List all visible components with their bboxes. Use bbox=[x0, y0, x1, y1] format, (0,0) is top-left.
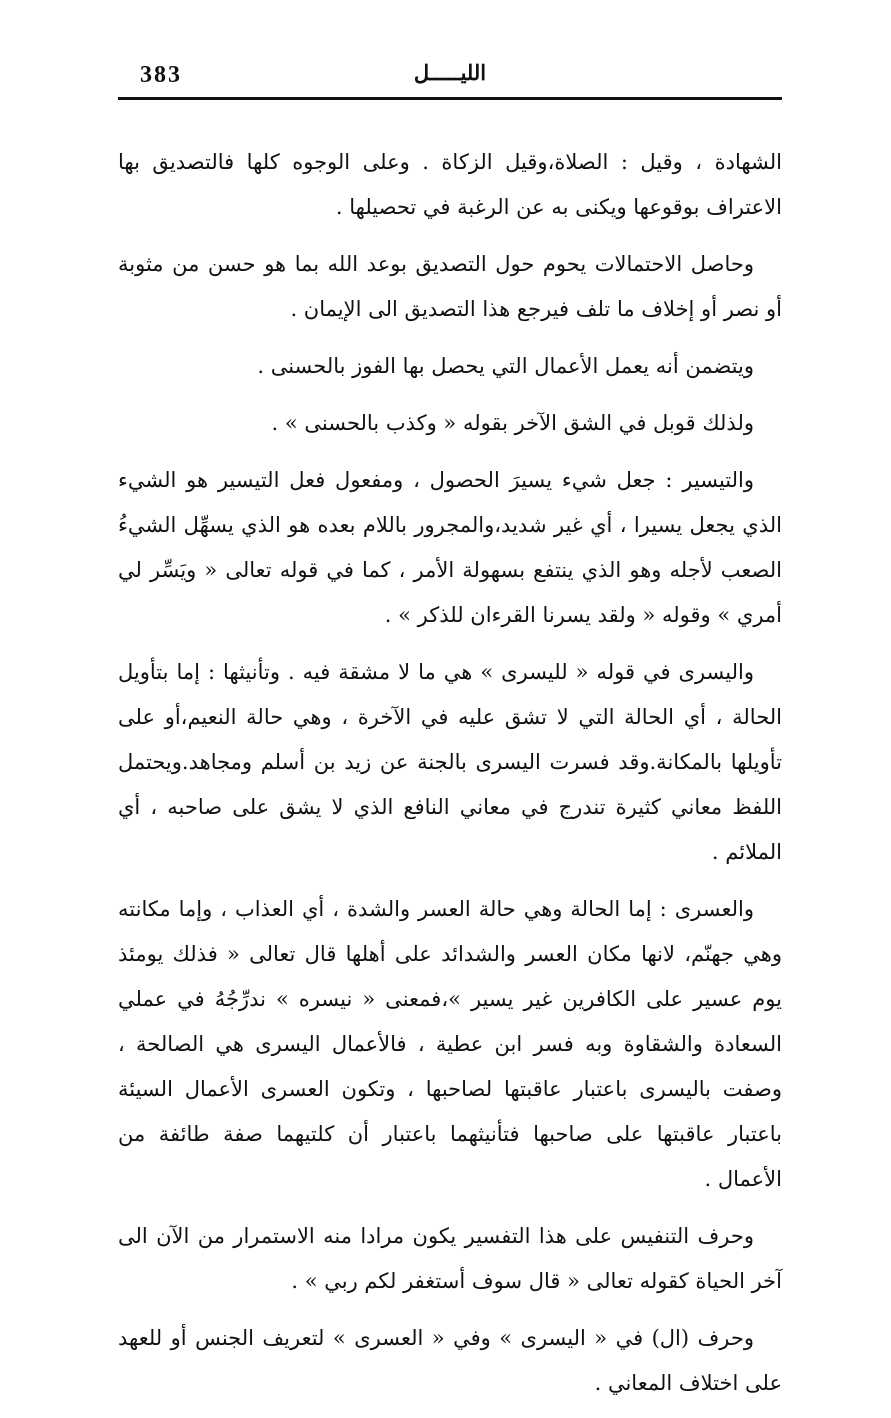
page-body bbox=[118, 140, 782, 1418]
paragraph-yusra: واليسرى في قوله « لليسرى » هي ما لا مشقة فيه . وتأنيثها : إما بتأويل الحالة ، أي الحالة التي لا تشق عليه في الآخرة ، وهي حالة النعيم،أو على تأويلها بالمكانة.وقد فسرت اليسرى بالجنة عن زيد بن أسلم ومجاهد.ويحتمل اللفظ معاني كثيرة تندرج في معاني النافع الذي لا يشق على صاحبه ، أي الملائم . bbox=[118, 660, 782, 864]
paragraph-ihtimalat: وحاصل الاحتمالات يحوم حول التصديق بوعد الله بما هو حسن من مثوبة أو نصر أو إخلاف ما تلف فيرجع هذا التصديق الى الإيمان . bbox=[118, 252, 782, 321]
header-rule bbox=[118, 97, 782, 100]
page-header bbox=[118, 52, 782, 100]
running-title: الليـــــل bbox=[413, 60, 487, 85]
paragraph-tanfis: وحرف التنفيس على هذا التفسير يكون مرادا منه الاستمرار من الآن الى آخر الحياة كقوله تعالى « قال سوف أستغفر لكم ربي » . bbox=[118, 1224, 782, 1293]
paragraph-yatadamman: ويتضمن أنه يعمل الأعمال التي يحصل بها الفوز بالحسنى . bbox=[257, 354, 754, 378]
paragraph-usra: والعسرى : إما الحالة وهي حالة العسر والشدة ، أي العذاب ، وإما مكانته وهي جهنّم، لانها مكان العسر والشدائد على أهلها قال تعالى « فذلك يومئذ يوم عسير على الكافرين غير يسير »،فمعنى « نيسره » ندرِّجُهُ في عملي السعادة والشقاوة وبه فسر ابن عطية ، فالأعمال اليسرى هي الصالحة ، وصفت باليسرى باعتبار عاقبتها لصاحبها ، وتكون العسرى الأعمال السيئة باعتبار عاقبتها على صاحبها فتأنيثهما باعتبار أن كلتيهما صفة طائفة من الأعمال . bbox=[118, 897, 782, 1191]
paragraph-harf-al: وحرف (ال) في « اليسرى » وفي « العسرى » لتعريف الجنس أو للعهد على اختلاف المعاني . bbox=[118, 1326, 782, 1395]
paragraph-taysir: والتيسير : جعل شيء يسيرَ الحصول ، ومفعول فعل التيسير هو الشيء الذي يجعل يسيرا ، أي غير شديد،والمجرور باللام بعده هو الذي يسهِّل الشيءُ الصعب لأجله وهو الذي ينتفع بسهولة الأمر ، كما في قوله تعالى « ويَسِّر لي أمري » وقوله « ولقد يسرنا القرءان للذكر » . bbox=[118, 468, 782, 627]
page-number: 383 bbox=[140, 62, 182, 88]
paragraph-qubila: ولذلك قوبل في الشق الآخر بقوله « وكذب بالحسنى » . bbox=[271, 411, 754, 435]
paragraph-shahada: الشهادة ، وقيل : الصلاة،وقيل الزكاة . وعلى الوجوه كلها فالتصديق بها الاعتراف بوقوعها ويكنى به عن الرغبة في تحصيلها . bbox=[118, 150, 782, 219]
